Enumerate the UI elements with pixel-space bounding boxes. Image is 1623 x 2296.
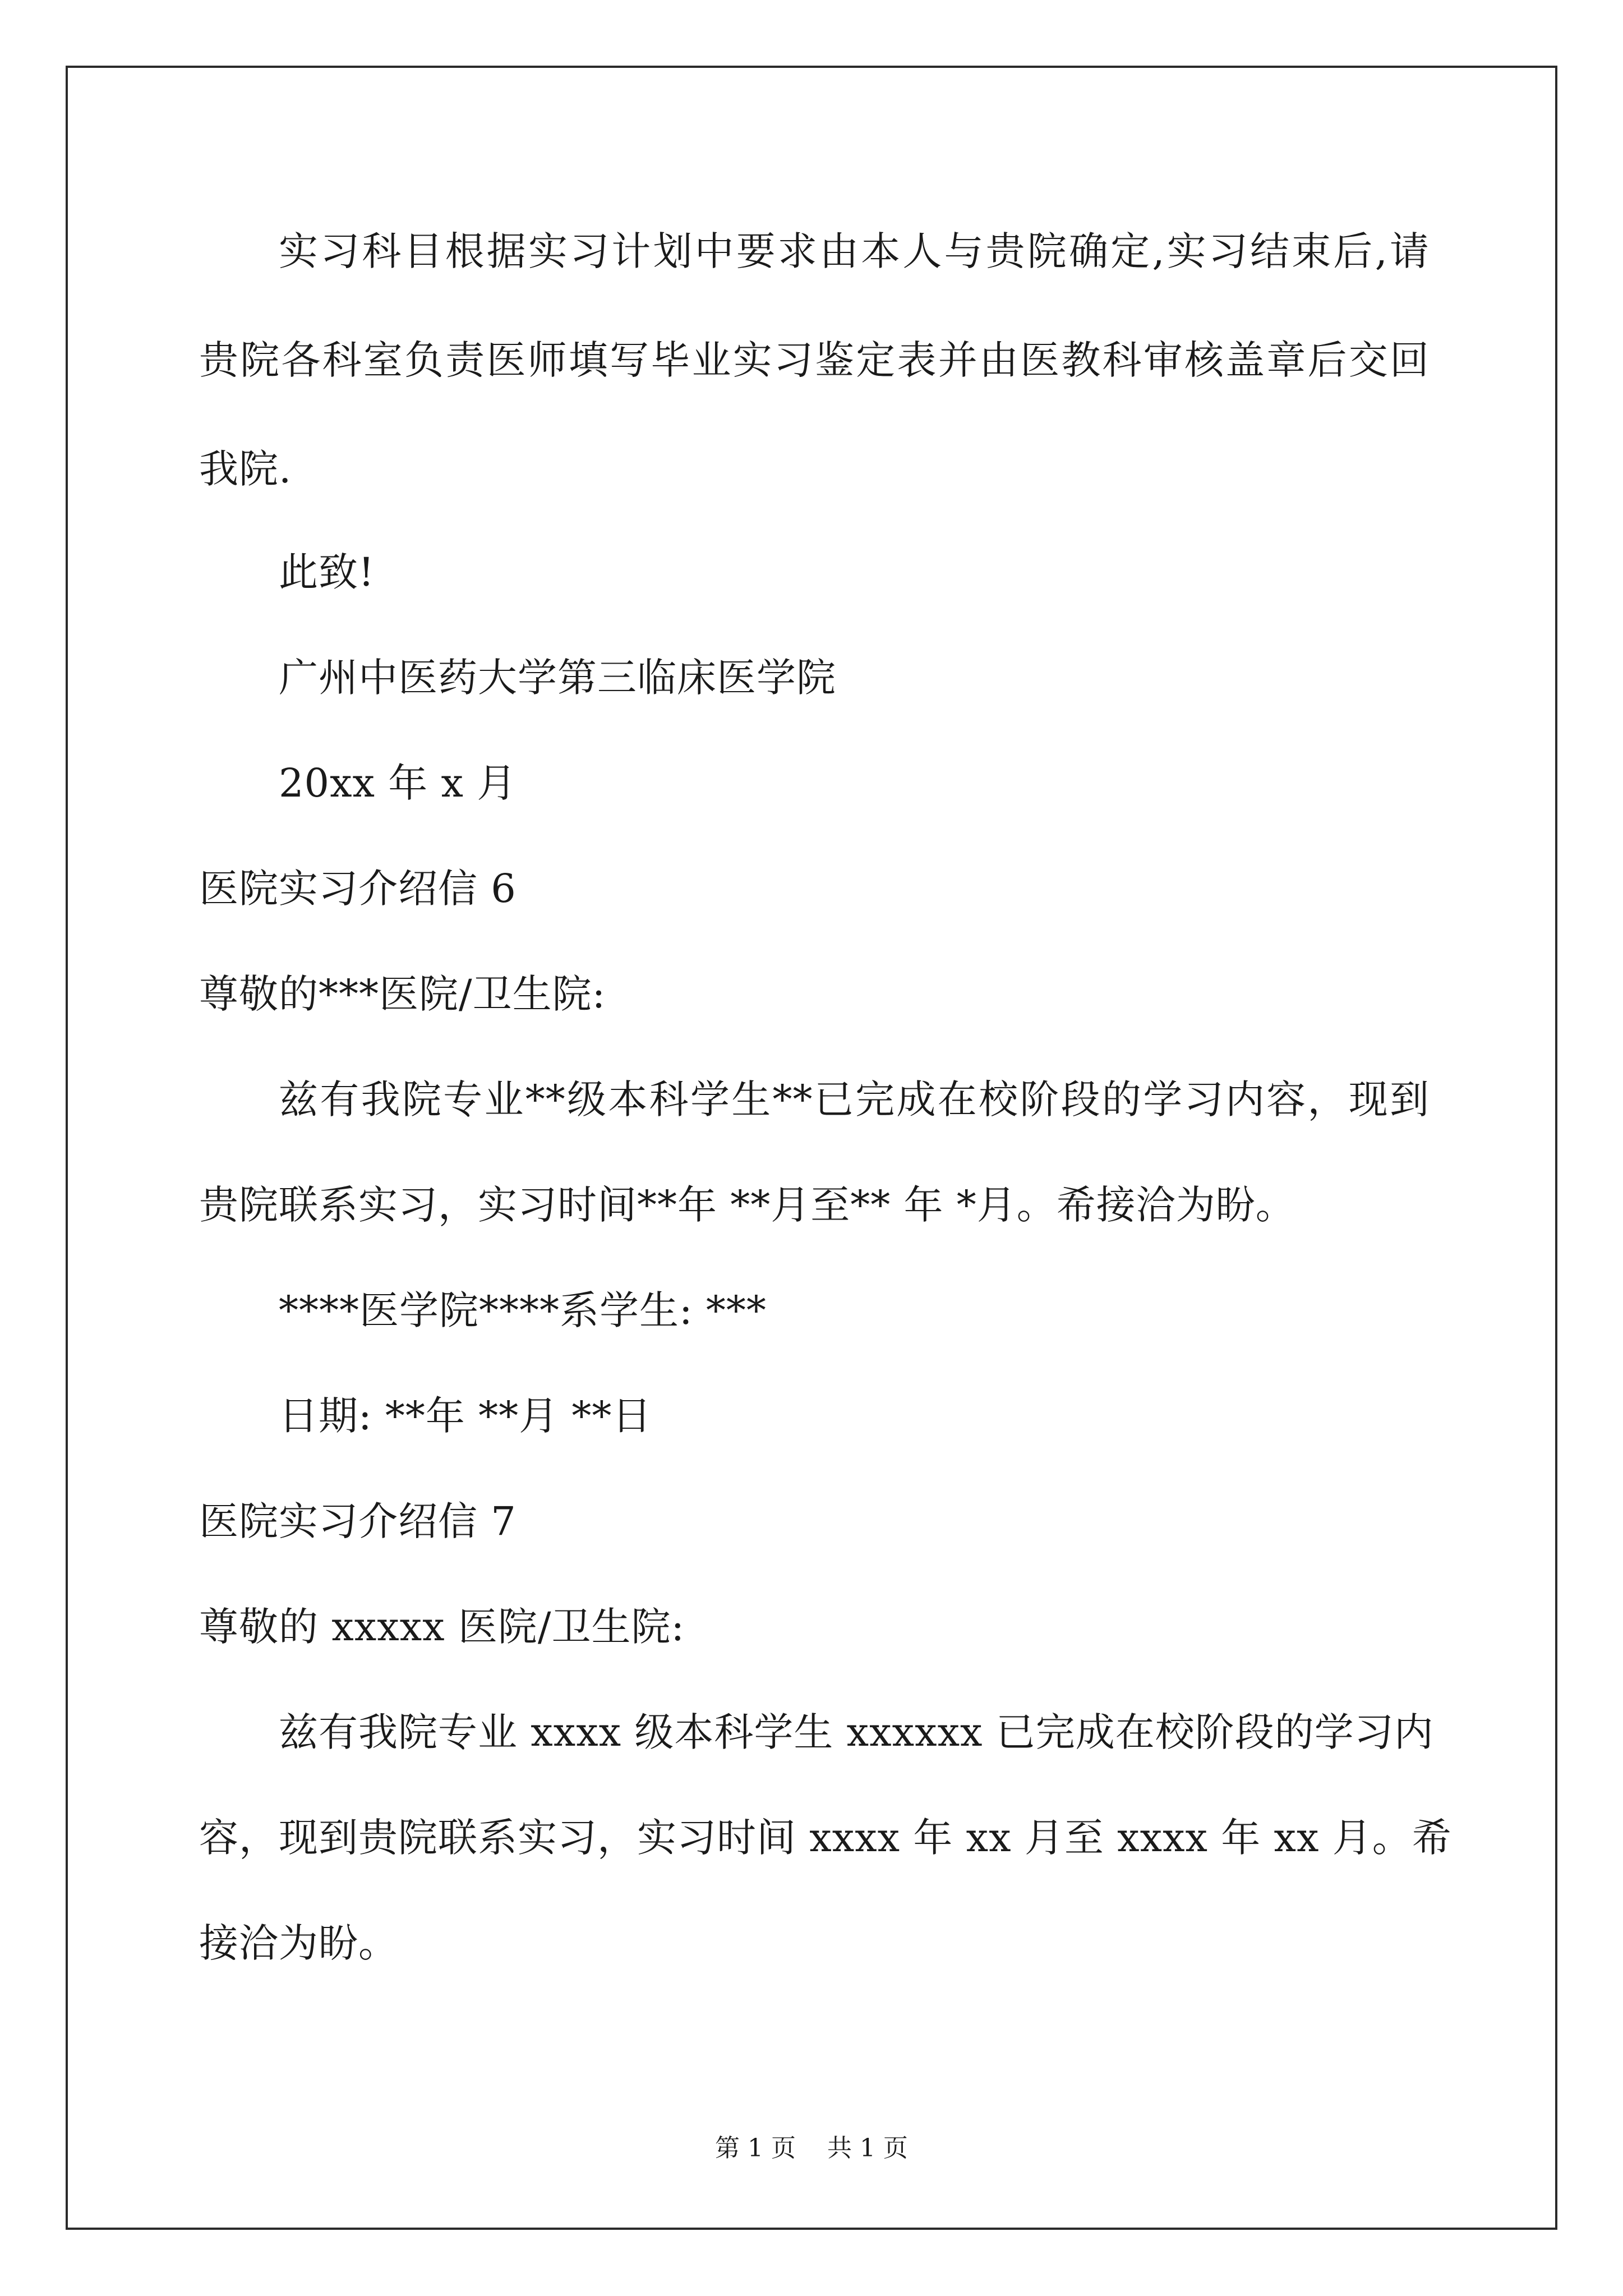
signature-date: 日期: **年 **月 **日 xyxy=(279,1393,652,1439)
paragraph-line: 兹有我院专业 xxxx 级本科学生 xxxxxx 已完成在校阶段的学习内 xyxy=(279,1709,1434,1755)
paragraph-line: 容，现到贵院联系实习，实习时间 xxxx 年 xx 月至 xxxx 年 xx 月。希 xyxy=(199,1815,1452,1861)
paragraph-line: 贵院各科室负责医师填写毕业实习鉴定表并由医教科审核盖章后交回 xyxy=(199,337,1430,383)
paragraph-line: 贵院联系实习，实习时间**年 **月至** 年 *月。希接洽为盼。 xyxy=(199,1182,1295,1228)
paragraph-line: 兹有我院专业**级本科学生**已完成在校阶段的学习内容，现到 xyxy=(279,1076,1430,1122)
paragraph-line: 实习科目根据实习计划中要求由本人与贵院确定,实习结束后,请 xyxy=(279,228,1430,274)
page-border xyxy=(66,66,1557,2230)
signature-institution: ****医学院****系学生: *** xyxy=(279,1287,767,1333)
letter-greeting: 尊敬的 xxxxx 医院/卫生院: xyxy=(199,1604,685,1650)
paragraph-line: 我院. xyxy=(199,446,292,492)
paragraph-line: 接洽为盼。 xyxy=(199,1920,398,1966)
signature-institution: 广州中医药大学第三临床医学院 xyxy=(279,655,836,701)
closing-salutation: 此致! xyxy=(279,549,375,595)
letter-greeting: 尊敬的***医院/卫生院: xyxy=(199,971,606,1017)
signature-date: 20xx 年 x 月 xyxy=(279,760,517,806)
page-number-footer: 第 1 页 共 1 页 xyxy=(715,2134,908,2162)
section-title: 医院实习介绍信 6 xyxy=(199,866,517,912)
section-title: 医院实习介绍信 7 xyxy=(199,1498,517,1544)
